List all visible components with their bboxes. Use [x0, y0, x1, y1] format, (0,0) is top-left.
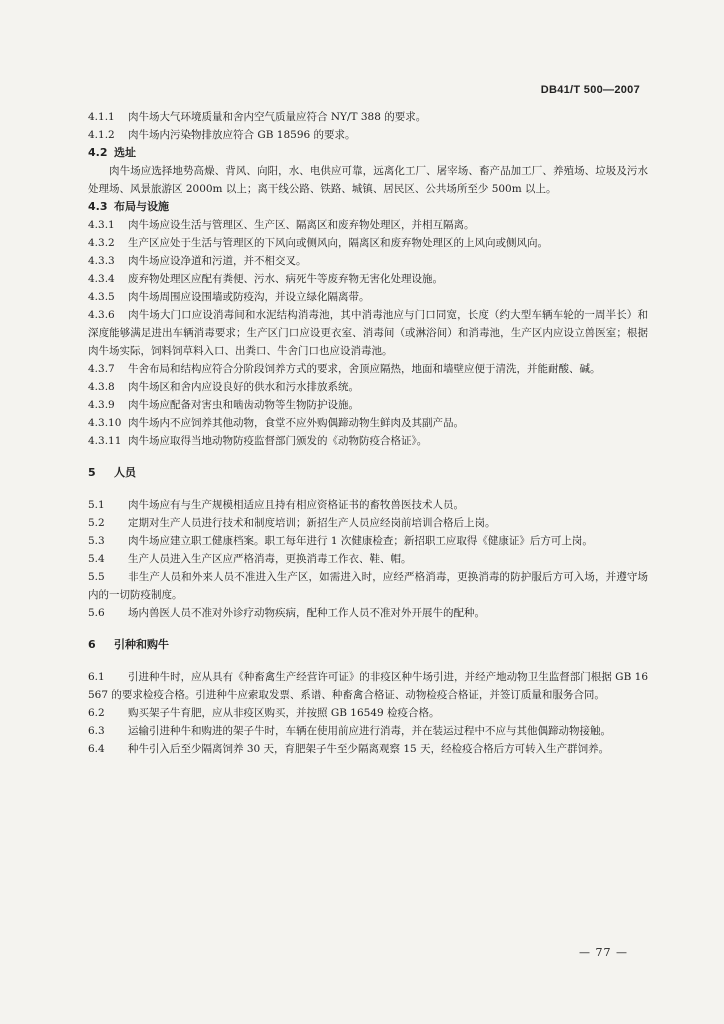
clause-4-3-9	[88, 396, 648, 414]
heading-text: 布局与设施	[114, 200, 169, 213]
clause-4-3-10	[88, 414, 648, 432]
clause-number: 5.4	[88, 553, 105, 565]
clause-text: 肉牛场大气环境质量和舍内空气质量应符合 NY/T 388 的要求。	[128, 111, 427, 123]
clause-5-6	[88, 604, 648, 622]
clause-text: 场内兽医人员不准对外诊疗动物疾病，配种工作人员不准对外开展牛的配种。	[128, 607, 485, 619]
clause-4-3-5	[88, 288, 648, 306]
clause-5-1	[88, 496, 648, 514]
clause-text: 牛舍布局和结构应符合分阶段饲养方式的要求，舍顶应隔热，地面和墙壁应便于清洗，并能耐酸、碱。	[128, 363, 601, 375]
clause-text: 非生产人员和外来人员不准进入生产区，如需进入时，应经严格消毒，更换消毒的防护服后方可入场，并遵守场内的一切防疫制度。	[88, 571, 648, 601]
clause-4-1-2	[88, 126, 648, 144]
clause-number: 4.3.11	[88, 435, 122, 447]
clause-text: 肉牛场大门口应设消毒间和水泥结构消毒池，其中消毒池应与门口同宽，长度（约大型车辆车轮的一周半长）和深度能够满足进出车辆消毒要求；生产区门口应设更衣室、消毒间（或淋浴间）和消毒池，生产区内应设立兽医室；根据肉牛场实际，饲料饲草料入口、出粪口、牛舍门口也应设消毒池。	[88, 309, 648, 357]
clause-number: 6.1	[88, 671, 105, 683]
clause-4-3-6	[88, 306, 648, 360]
clause-4-3-1	[88, 216, 648, 234]
clause-number: 4.3.5	[88, 291, 115, 303]
clause-text: 肉牛场应取得当地动物防疫监督部门颁发的《动物防疫合格证》。	[128, 435, 428, 447]
clause-5-3	[88, 532, 648, 550]
clause-number: 5.3	[88, 535, 105, 547]
clause-number: 6.3	[88, 725, 105, 737]
clause-text: 生产人员进入生产区应严格消毒，更换消毒工作衣、鞋、帽。	[128, 553, 412, 565]
clause-4-3-3	[88, 252, 648, 270]
clause-text: 肉牛场应有与生产规模相适应且持有相应资格证书的畜牧兽医技术人员。	[128, 499, 464, 511]
clause-text: 肉牛场应建立职工健康档案。职工每年进行 1 次健康检查；新招职工应取得《健康证》后方可上岗。	[128, 535, 593, 547]
clause-text: 肉牛场区和舍内应设良好的供水和污水排放系统。	[128, 381, 359, 393]
clause-text: 肉牛场应配备对害虫和啮齿动物等生物防护设施。	[128, 399, 359, 411]
clause-4-3-7	[88, 360, 648, 378]
clause-number: 4.3.6	[88, 309, 115, 321]
clause-5-5	[88, 568, 648, 604]
clause-6-1	[88, 668, 648, 704]
clause-4-3-11	[88, 432, 648, 450]
clause-number: 5.2	[88, 517, 105, 529]
clause-text: 肉牛场应设生活与管理区、生产区、隔离区和废弃物处理区，并相互隔离。	[128, 219, 475, 231]
heading-number: 4.2	[88, 146, 108, 159]
clause-number: 6.4	[88, 743, 105, 755]
clause-number: 4.3.8	[88, 381, 115, 393]
clause-number: 4.3.4	[88, 273, 115, 285]
clause-text: 定期对生产人员进行技术和制度培训；新招生产人员应经岗前培训合格后上岗。	[128, 517, 496, 529]
heading-number: 5	[88, 466, 96, 479]
section-heading-5	[88, 464, 648, 482]
clause-text: 种牛引入后至少隔离饲养 30 天，育肥架子牛至少隔离观察 15 天，经检疫合格后方可转入生产群饲养。	[128, 743, 610, 755]
heading-number: 6	[88, 638, 96, 651]
section-heading-4-3	[88, 198, 648, 216]
clause-number: 6.2	[88, 707, 105, 719]
clause-4-3-2	[88, 234, 648, 252]
section-spacer	[88, 622, 648, 636]
clause-number: 4.3.1	[88, 219, 115, 231]
clause-text: 运输引进种牛和购进的架子牛时，车辆在使用前应进行消毒，并在装运过程中不应与其他偶蹄动物接触。	[128, 725, 611, 737]
clause-6-4	[88, 740, 648, 758]
document-id: DB41/T 500—2007	[540, 84, 640, 96]
clause-text: 肉牛场应设净道和污道，并不相交叉。	[128, 255, 307, 267]
clause-4-3-4	[88, 270, 648, 288]
clause-5-2	[88, 514, 648, 532]
clause-number: 5.1	[88, 499, 105, 511]
heading-text: 人员	[114, 466, 136, 479]
clause-number: 4.1.2	[88, 129, 115, 141]
page-number: — 77 —	[579, 946, 628, 959]
clause-text: 引进种牛时，应从具有《种畜禽生产经营许可证》的非疫区种牛场引进，并经产地动物卫生监督部门根据 GB 16567 的要求检疫合格。引进种牛应索取发票、系谱、种畜禽合格证、动物检疫合格证，并签订质量和服务合同。	[88, 671, 648, 701]
clause-text: 肉牛场周围应设围墙或防疫沟，并设立绿化隔离带。	[128, 291, 370, 303]
clause-text: 废弃物处理区应配有粪便、污水、病死牛等废弃物无害化处理设施。	[128, 273, 443, 285]
clause-number: 4.3.9	[88, 399, 115, 411]
clause-6-2	[88, 704, 648, 722]
clause-number: 4.3.7	[88, 363, 115, 375]
clause-5-4	[88, 550, 648, 568]
heading-text: 选址	[114, 146, 136, 159]
section-heading-6	[88, 636, 648, 654]
clause-text: 肉牛场内不应饲养其他动物，食堂不应外购偶蹄动物生鲜肉及其副产品。	[128, 417, 464, 429]
clause-text: 肉牛场内污染物排放应符合 GB 18596 的要求。	[128, 129, 356, 141]
clause-4-3-8	[88, 378, 648, 396]
clause-number: 4.1.1	[88, 111, 115, 123]
clause-4-1-1	[88, 108, 648, 126]
clause-text: 生产区应处于生活与管理区的下风向或侧风向，隔离区和废弃物处理区的上风向或侧风向。	[128, 237, 548, 249]
section-spacer	[88, 654, 648, 668]
section-spacer	[88, 450, 648, 464]
clause-number: 4.3.3	[88, 255, 115, 267]
clause-number: 4.3.2	[88, 237, 115, 249]
clause-number: 4.3.10	[88, 417, 122, 429]
heading-text: 引种和购牛	[114, 638, 169, 651]
clause-6-3	[88, 722, 648, 740]
document-body	[88, 108, 648, 758]
clause-number: 5.6	[88, 607, 105, 619]
heading-number: 4.3	[88, 200, 108, 213]
section-spacer	[88, 482, 648, 496]
clause-number: 5.5	[88, 571, 105, 583]
body-paragraph-site-selection: 肉牛场应选择地势高燥、背风、向阳，水、电供应可靠，远离化工厂、屠宰场、畜产品加工厂、养殖场、垃圾及污水处理场、风景旅游区 2000m 以上；离干线公路、铁路、城镇、居民区、公共场所至少 500m 以上。	[88, 165, 648, 195]
section-heading-4-2	[88, 144, 648, 162]
clause-text: 购买架子牛育肥，应从非疫区购买，并按照 GB 16549 检疫合格。	[128, 707, 440, 719]
